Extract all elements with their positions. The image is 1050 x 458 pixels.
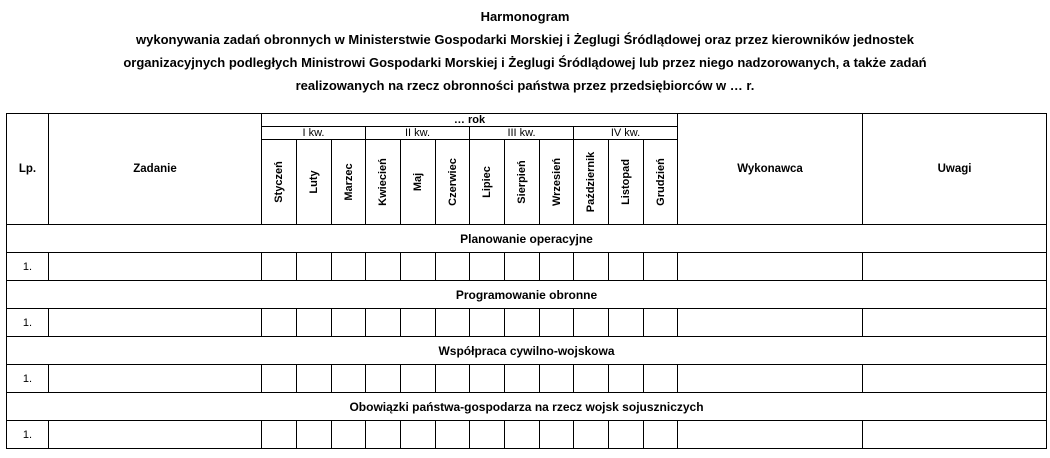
month-cell[interactable] — [332, 253, 366, 281]
month-cell[interactable] — [401, 309, 436, 337]
header-month-12: Grudzień — [644, 140, 678, 225]
row-lp: 1. — [7, 365, 49, 393]
month-cell[interactable] — [401, 365, 436, 393]
month-cell[interactable] — [505, 365, 540, 393]
executor-cell[interactable] — [678, 253, 863, 281]
header-month-6: Czerwiec — [436, 140, 470, 225]
month-cell[interactable] — [505, 253, 540, 281]
row-lp: 1. — [7, 421, 49, 449]
month-cell[interactable] — [332, 309, 366, 337]
month-cell[interactable] — [609, 365, 644, 393]
header-quarter-2: II kw. — [366, 127, 470, 140]
title-line-3: organizacyjnych podległych Ministrowi Gospodarki Morskiej i Żeglugi Śródlądowej lub przez niego nadzorowanych, a także zadań — [123, 55, 927, 70]
month-cell[interactable] — [332, 365, 366, 393]
task-cell[interactable] — [49, 421, 262, 449]
notes-cell[interactable] — [863, 309, 1047, 337]
title-line-4: realizowanych na rzecz obronności państwa przez przedsiębiorców w … r. — [295, 78, 755, 93]
month-cell[interactable] — [297, 253, 332, 281]
task-cell[interactable] — [49, 253, 262, 281]
month-cell[interactable] — [401, 421, 436, 449]
section-heading: Planowanie operacyjne — [7, 225, 1047, 253]
month-cell[interactable] — [470, 253, 505, 281]
header-year: … rok — [262, 114, 678, 127]
header-month-3: Marzec — [332, 140, 366, 225]
month-cell[interactable] — [366, 253, 401, 281]
header-executor: Wykonawca — [678, 114, 863, 225]
task-cell[interactable] — [49, 309, 262, 337]
month-cell[interactable] — [436, 421, 470, 449]
month-cell[interactable] — [366, 309, 401, 337]
month-cell[interactable] — [540, 365, 574, 393]
month-cell[interactable] — [644, 421, 678, 449]
header-month-11: Listopad — [609, 140, 644, 225]
month-cell[interactable] — [262, 365, 297, 393]
header-month-1: Styczeń — [262, 140, 297, 225]
executor-cell[interactable] — [678, 365, 863, 393]
notes-cell[interactable] — [863, 253, 1047, 281]
month-cell[interactable] — [366, 421, 401, 449]
month-cell[interactable] — [262, 253, 297, 281]
month-cell[interactable] — [262, 309, 297, 337]
header-quarter-4: IV kw. — [574, 127, 678, 140]
month-cell[interactable] — [540, 309, 574, 337]
month-cell[interactable] — [505, 421, 540, 449]
row-lp: 1. — [7, 309, 49, 337]
month-cell[interactable] — [505, 309, 540, 337]
header-quarter-3: III kw. — [470, 127, 574, 140]
month-cell[interactable] — [574, 253, 609, 281]
schedule-table — [6, 113, 1047, 449]
month-cell[interactable] — [540, 253, 574, 281]
month-cell[interactable] — [644, 365, 678, 393]
month-cell[interactable] — [644, 253, 678, 281]
header-month-5: Maj — [401, 140, 436, 225]
header-month-9: Wrzesień — [540, 140, 574, 225]
table-row — [7, 421, 1047, 449]
header-notes: Uwagi — [863, 114, 1047, 225]
header-month-4: Kwiecień — [366, 140, 401, 225]
month-cell[interactable] — [262, 421, 297, 449]
month-cell[interactable] — [574, 309, 609, 337]
month-cell[interactable] — [436, 253, 470, 281]
month-cell[interactable] — [436, 309, 470, 337]
header-task: Zadanie — [49, 114, 262, 225]
header-month-2: Luty — [297, 140, 332, 225]
month-cell[interactable] — [366, 365, 401, 393]
month-cell[interactable] — [609, 421, 644, 449]
notes-cell[interactable] — [863, 365, 1047, 393]
header-month-10: Październik — [574, 140, 609, 225]
month-cell[interactable] — [470, 365, 505, 393]
month-cell[interactable] — [609, 253, 644, 281]
month-cell[interactable] — [332, 421, 366, 449]
section-heading: Programowanie obronne — [7, 281, 1047, 309]
document-title — [0, 5, 1050, 97]
header-month-7: Lipiec — [470, 140, 505, 225]
task-cell[interactable] — [49, 365, 262, 393]
month-cell[interactable] — [297, 365, 332, 393]
month-cell[interactable] — [470, 309, 505, 337]
header-month-8: Sierpień — [505, 140, 540, 225]
month-cell[interactable] — [470, 421, 505, 449]
header-quarter-1: I kw. — [262, 127, 366, 140]
month-cell[interactable] — [574, 365, 609, 393]
table-row — [7, 365, 1047, 393]
table-row — [7, 253, 1047, 281]
executor-cell[interactable] — [678, 421, 863, 449]
month-cell[interactable] — [297, 421, 332, 449]
month-cell[interactable] — [401, 253, 436, 281]
month-cell[interactable] — [297, 309, 332, 337]
section-heading: Współpraca cywilno-wojskowa — [7, 337, 1047, 365]
row-lp: 1. — [7, 253, 49, 281]
title-line-1: Harmonogram — [480, 9, 570, 24]
header-lp: Lp. — [7, 114, 49, 225]
title-line-2: wykonywania zadań obronnych w Ministerstwie Gospodarki Morskiej i Żeglugi Śródlądowej oraz przez kierowników jednostek — [136, 32, 914, 47]
month-cell[interactable] — [609, 309, 644, 337]
executor-cell[interactable] — [678, 309, 863, 337]
month-cell[interactable] — [540, 421, 574, 449]
section-heading: Obowiązki państwa-gospodarza na rzecz wojsk sojuszniczych — [7, 393, 1047, 421]
month-cell[interactable] — [436, 365, 470, 393]
notes-cell[interactable] — [863, 421, 1047, 449]
table-row — [7, 309, 1047, 337]
month-cell[interactable] — [644, 309, 678, 337]
month-cell[interactable] — [574, 421, 609, 449]
